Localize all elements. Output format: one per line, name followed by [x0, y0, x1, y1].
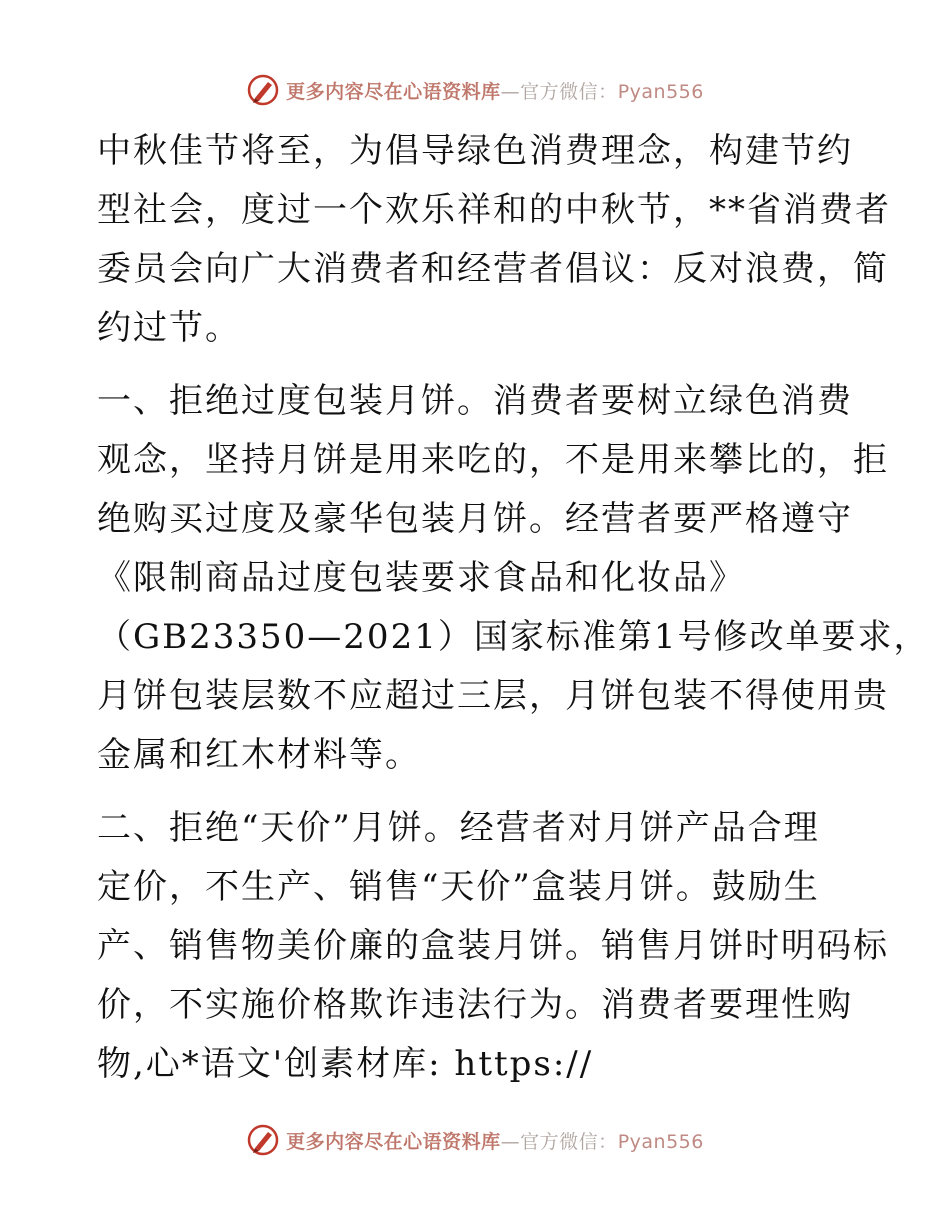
footer-banner: [0, 1120, 950, 1160]
text-line: 一、拒绝过度包装月饼。消费者要树立绿色消费: [97, 381, 853, 421]
text-line: （GB23350—2021）国家标准第1号修改单要求，: [97, 617, 930, 657]
banner-title: 更多内容尽在心语资料库: [286, 80, 501, 103]
text-line: 委员会向广大消费者和经营者倡议：反对浪费，简: [97, 249, 889, 289]
pen-logo-icon: [246, 1123, 280, 1157]
text-line: 价，不实施价格欺诈违法行为。消费者要理性购: [97, 985, 853, 1025]
banner-separator: —: [500, 1130, 521, 1153]
text-line: 产、销售物美价廉的盒装月饼。销售月饼时明码标: [97, 926, 889, 966]
text-line: 二、拒绝“天价”月饼。经营者对月饼产品合理: [97, 808, 820, 848]
text-line: 《限制商品过度包装要求食品和化妆品》: [97, 558, 745, 598]
banner-suffix: 官方微信：: [520, 80, 618, 103]
banner-title: 更多内容尽在心语资料库: [286, 1130, 501, 1153]
pen-logo-icon: [246, 73, 280, 107]
paragraph-intro: [97, 122, 891, 358]
text-line: 金属和红木材料等。: [97, 735, 421, 775]
banner-text: [286, 1127, 704, 1154]
banner-text: [286, 77, 704, 104]
text-line: 约过节。: [97, 308, 241, 348]
text-line: 物,心*语文'创素材库: https://: [97, 1044, 594, 1084]
text-line: 观念，坚持月饼是用来吃的，不是用来攀比的，拒: [97, 440, 889, 480]
banner-handle: Pyan556: [617, 1130, 704, 1153]
text-line: 中秋佳节将至，为倡导绿色消费理念，构建节约: [97, 131, 853, 171]
text-line: 定价，不生产、销售“天价”盒装月饼。鼓励生: [97, 867, 820, 907]
banner-handle: Pyan556: [617, 80, 704, 103]
text-line: 绝购买过度及豪华包装月饼。经营者要严格遵守: [97, 499, 853, 539]
paragraph-item-2: [97, 799, 889, 1094]
text-line: 型社会，度过一个欢乐祥和的中秋节，**省消费者: [97, 190, 891, 230]
text-line: 月饼包装层数不应超过三层，月饼包装不得使用贵: [97, 676, 889, 716]
header-banner: [0, 70, 950, 110]
paragraph-item-1: [97, 372, 930, 785]
banner-suffix: 官方微信：: [520, 1130, 618, 1153]
document-body: [97, 122, 930, 1108]
banner-separator: —: [500, 80, 521, 103]
